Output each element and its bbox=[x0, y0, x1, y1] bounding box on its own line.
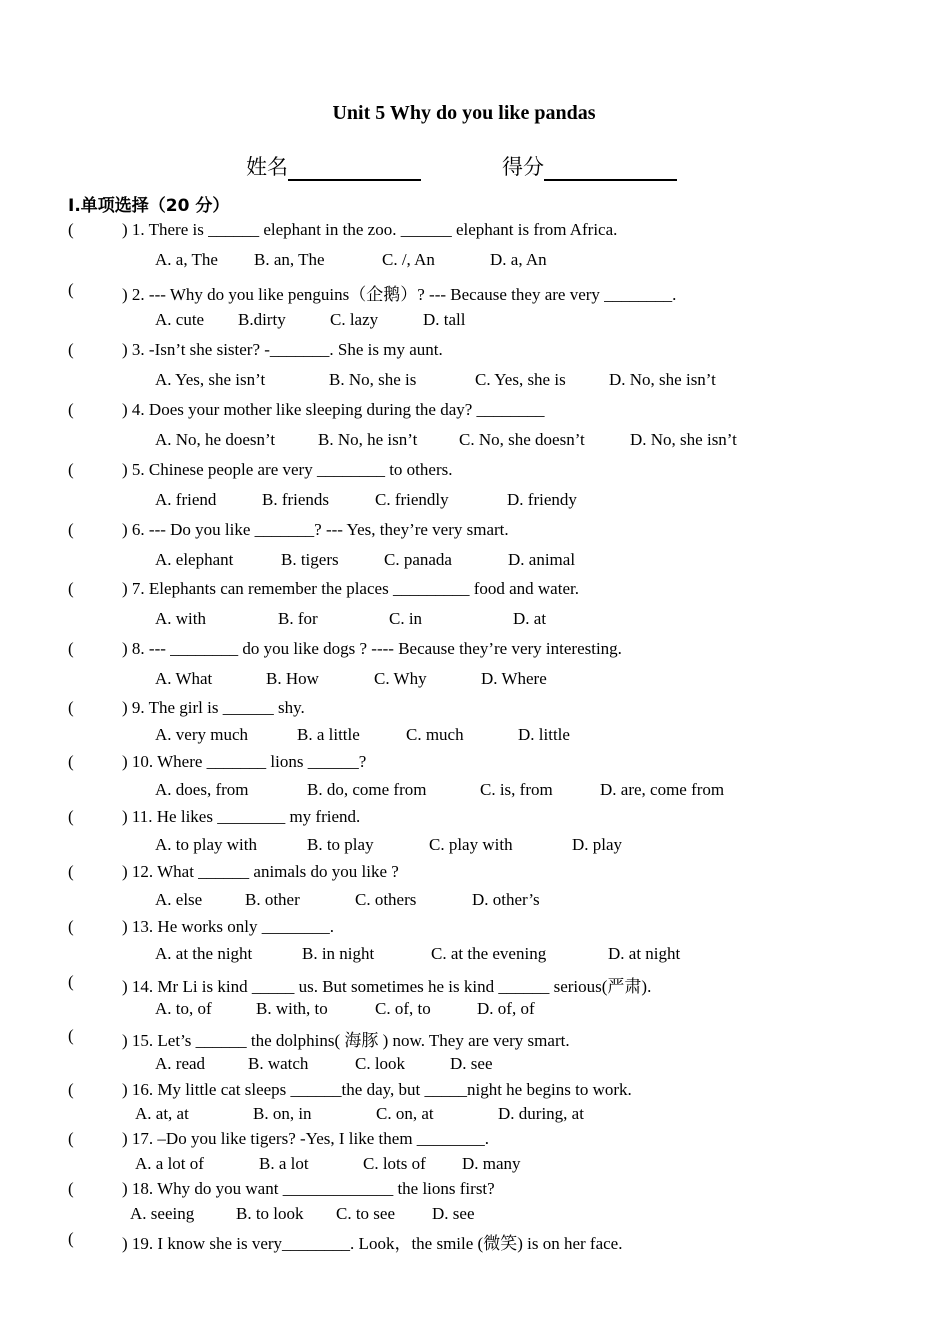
question-9-option-a: A. very much bbox=[155, 725, 249, 744]
question-5-option-b: B. friends bbox=[262, 490, 330, 509]
question-1: ) 1. There is ______ elephant in the zoo. ______ elephant is from Africa. bbox=[122, 220, 618, 239]
question-5-option-d: D. friendy bbox=[507, 490, 577, 509]
answer-paren: ( bbox=[68, 972, 74, 991]
answer-paren: ( bbox=[68, 1229, 74, 1248]
score-label: 得分 bbox=[502, 155, 544, 179]
score-blank bbox=[544, 157, 677, 181]
name-blank bbox=[288, 157, 421, 181]
question-9-option-c: C. much bbox=[406, 725, 464, 744]
question-12-option-b: B. other bbox=[245, 890, 300, 909]
question-13-option-c: C. at the evening bbox=[431, 944, 547, 963]
question-4-option-b: B. No, he isn’t bbox=[318, 430, 418, 449]
question-4-option-a: A. No, he doesn’t bbox=[155, 430, 276, 449]
question-17-option-d: D. many bbox=[462, 1154, 521, 1173]
question-2: ) 2. --- Why do you like penguins（企鹅）? --- Because they are very ________. bbox=[122, 285, 677, 304]
question-1-option-d: D. a, An bbox=[490, 250, 547, 269]
question-4-option-c: C. No, she doesn’t bbox=[459, 430, 585, 449]
question-13-option-d: D. at night bbox=[608, 944, 681, 963]
question-1-option-c: C. /, An bbox=[382, 250, 435, 269]
question-18-option-a: A. seeing bbox=[130, 1204, 195, 1223]
question-5-option-c: C. friendly bbox=[375, 490, 449, 509]
answer-paren: ( bbox=[68, 1080, 74, 1099]
answer-paren: ( bbox=[68, 1026, 74, 1045]
question-7-option-c: C. in bbox=[389, 609, 423, 628]
question-8-option-b: B. How bbox=[266, 669, 319, 688]
question-7-option-b: B. for bbox=[278, 609, 318, 628]
question-15: ) 15. Let’s ______ the dolphins( 海豚 ) now. They are very smart. bbox=[122, 1031, 570, 1050]
question-6: ) 6. --- Do you like _______? --- Yes, they’re very smart. bbox=[122, 520, 509, 539]
question-7-option-d: D. at bbox=[513, 609, 547, 628]
answer-paren: ( bbox=[68, 579, 74, 598]
question-7: ) 7. Elephants can remember the places _________ food and water. bbox=[122, 579, 579, 598]
answer-paren: ( bbox=[68, 280, 74, 299]
question-16-option-a: A. at, at bbox=[135, 1104, 189, 1123]
question-17: ) 17. –Do you like tigers? -Yes, I like them ________. bbox=[122, 1129, 490, 1148]
page-title: Unit 5 Why do you like pandas bbox=[332, 102, 596, 124]
section-title: I.单项选择（20 分） bbox=[68, 196, 230, 216]
question-13-option-a: A. at the night bbox=[155, 944, 253, 963]
question-2-option-d: D. tall bbox=[423, 310, 466, 329]
answer-paren: ( bbox=[68, 807, 74, 826]
question-18-option-d: D. see bbox=[432, 1204, 475, 1223]
question-8-option-a: A. What bbox=[155, 669, 213, 688]
question-7-option-a: A. with bbox=[155, 609, 206, 628]
question-18: ) 18. Why do you want _____________ the lions first? bbox=[122, 1179, 495, 1198]
question-3-option-b: B. No, she is bbox=[329, 370, 417, 389]
question-10: ) 10. Where _______ lions ______? bbox=[122, 752, 367, 771]
answer-paren: ( bbox=[68, 220, 74, 239]
name-label: 姓名 bbox=[246, 155, 288, 179]
question-15-option-c: C. look bbox=[355, 1054, 406, 1073]
question-3: ) 3. -Isn’t she sister? -_______. She is my aunt. bbox=[122, 340, 443, 359]
question-14-option-b: B. with, to bbox=[256, 999, 328, 1018]
question-10-option-b: B. do, come from bbox=[307, 780, 427, 799]
answer-paren: ( bbox=[68, 917, 74, 936]
question-11-option-a: A. to play with bbox=[155, 835, 257, 854]
question-2-option-a: A. cute bbox=[155, 310, 205, 329]
question-2-option-b: B.dirty bbox=[238, 310, 286, 329]
question-10-option-c: C. is, from bbox=[480, 780, 553, 799]
answer-paren: ( bbox=[68, 340, 74, 359]
question-6-option-b: B. tigers bbox=[281, 550, 339, 569]
question-10-option-d: D. are, come from bbox=[600, 780, 725, 799]
question-13: ) 13. He works only ________. bbox=[122, 917, 335, 936]
question-3-option-c: C. Yes, she is bbox=[475, 370, 566, 389]
question-17-option-c: C. lots of bbox=[363, 1154, 426, 1173]
question-10-option-a: A. does, from bbox=[155, 780, 249, 799]
question-4-option-d: D. No, she isn’t bbox=[630, 430, 737, 449]
question-6-option-c: C. panada bbox=[384, 550, 452, 569]
question-14-option-d: D. of, of bbox=[477, 999, 535, 1018]
question-11-option-d: D. play bbox=[572, 835, 623, 854]
question-17-option-a: A. a lot of bbox=[135, 1154, 204, 1173]
question-13-option-b: B. in night bbox=[302, 944, 375, 963]
score-field bbox=[502, 151, 677, 181]
question-14-option-a: A. to, of bbox=[155, 999, 212, 1018]
answer-paren: ( bbox=[68, 400, 74, 419]
question-12-option-a: A. else bbox=[155, 890, 203, 909]
question-11: ) 11. He likes ________ my friend. bbox=[122, 807, 361, 826]
question-12-option-c: C. others bbox=[355, 890, 417, 909]
question-17-option-b: B. a lot bbox=[259, 1154, 309, 1173]
question-18-option-c: C. to see bbox=[336, 1204, 396, 1223]
question-4: ) 4. Does your mother like sleeping during the day? ________ bbox=[122, 400, 545, 419]
answer-paren: ( bbox=[68, 1179, 74, 1198]
question-15-option-b: B. watch bbox=[248, 1054, 309, 1073]
question-1-option-b: B. an, The bbox=[254, 250, 325, 269]
question-8-option-c: C. Why bbox=[374, 669, 427, 688]
question-12-option-d: D. other’s bbox=[472, 890, 540, 909]
question-9-option-b: B. a little bbox=[297, 725, 360, 744]
question-9-option-d: D. little bbox=[518, 725, 570, 744]
answer-paren: ( bbox=[68, 862, 74, 881]
question-5-option-a: A. friend bbox=[155, 490, 217, 509]
question-11-option-c: C. play with bbox=[429, 835, 513, 854]
question-16-option-d: D. during, at bbox=[498, 1104, 584, 1123]
question-1-option-a: A. a, The bbox=[155, 250, 218, 269]
question-14: ) 14. Mr Li is kind _____ us. But sometimes he is kind ______ serious(严肃). bbox=[122, 977, 652, 996]
answer-paren: ( bbox=[68, 520, 74, 539]
question-5: ) 5. Chinese people are very ________ to others. bbox=[122, 460, 453, 479]
question-6-option-a: A. elephant bbox=[155, 550, 234, 569]
question-11-option-b: B. to play bbox=[307, 835, 374, 854]
question-12: ) 12. What ______ animals do you like ? bbox=[122, 862, 399, 881]
question-8-option-d: D. Where bbox=[481, 669, 547, 688]
answer-paren: ( bbox=[68, 460, 74, 479]
question-3-option-a: A. Yes, she isn’t bbox=[155, 370, 266, 389]
question-18-option-b: B. to look bbox=[236, 1204, 304, 1223]
name-field bbox=[246, 151, 421, 181]
question-16-option-c: C. on, at bbox=[376, 1104, 434, 1123]
question-14-option-c: C. of, to bbox=[375, 999, 431, 1018]
answer-paren: ( bbox=[68, 639, 74, 658]
question-9: ) 9. The girl is ______ shy. bbox=[122, 698, 305, 717]
question-15-option-d: D. see bbox=[450, 1054, 493, 1073]
question-8: ) 8. --- ________ do you like dogs ? ---- Because they’re very interesting. bbox=[122, 639, 622, 658]
question-15-option-a: A. read bbox=[155, 1054, 206, 1073]
question-2-option-c: C. lazy bbox=[330, 310, 379, 329]
question-6-option-d: D. animal bbox=[508, 550, 576, 569]
answer-paren: ( bbox=[68, 1129, 74, 1148]
question-3-option-d: D. No, she isn’t bbox=[609, 370, 716, 389]
question-19: ) 19. I know she is very________. Look，the smile (微笑) is on her face. bbox=[122, 1234, 623, 1253]
question-16-option-b: B. on, in bbox=[253, 1104, 312, 1123]
question-16: ) 16. My little cat sleeps ______the day, but _____night he begins to work. bbox=[122, 1080, 632, 1099]
answer-paren: ( bbox=[68, 698, 74, 717]
answer-paren: ( bbox=[68, 752, 74, 771]
